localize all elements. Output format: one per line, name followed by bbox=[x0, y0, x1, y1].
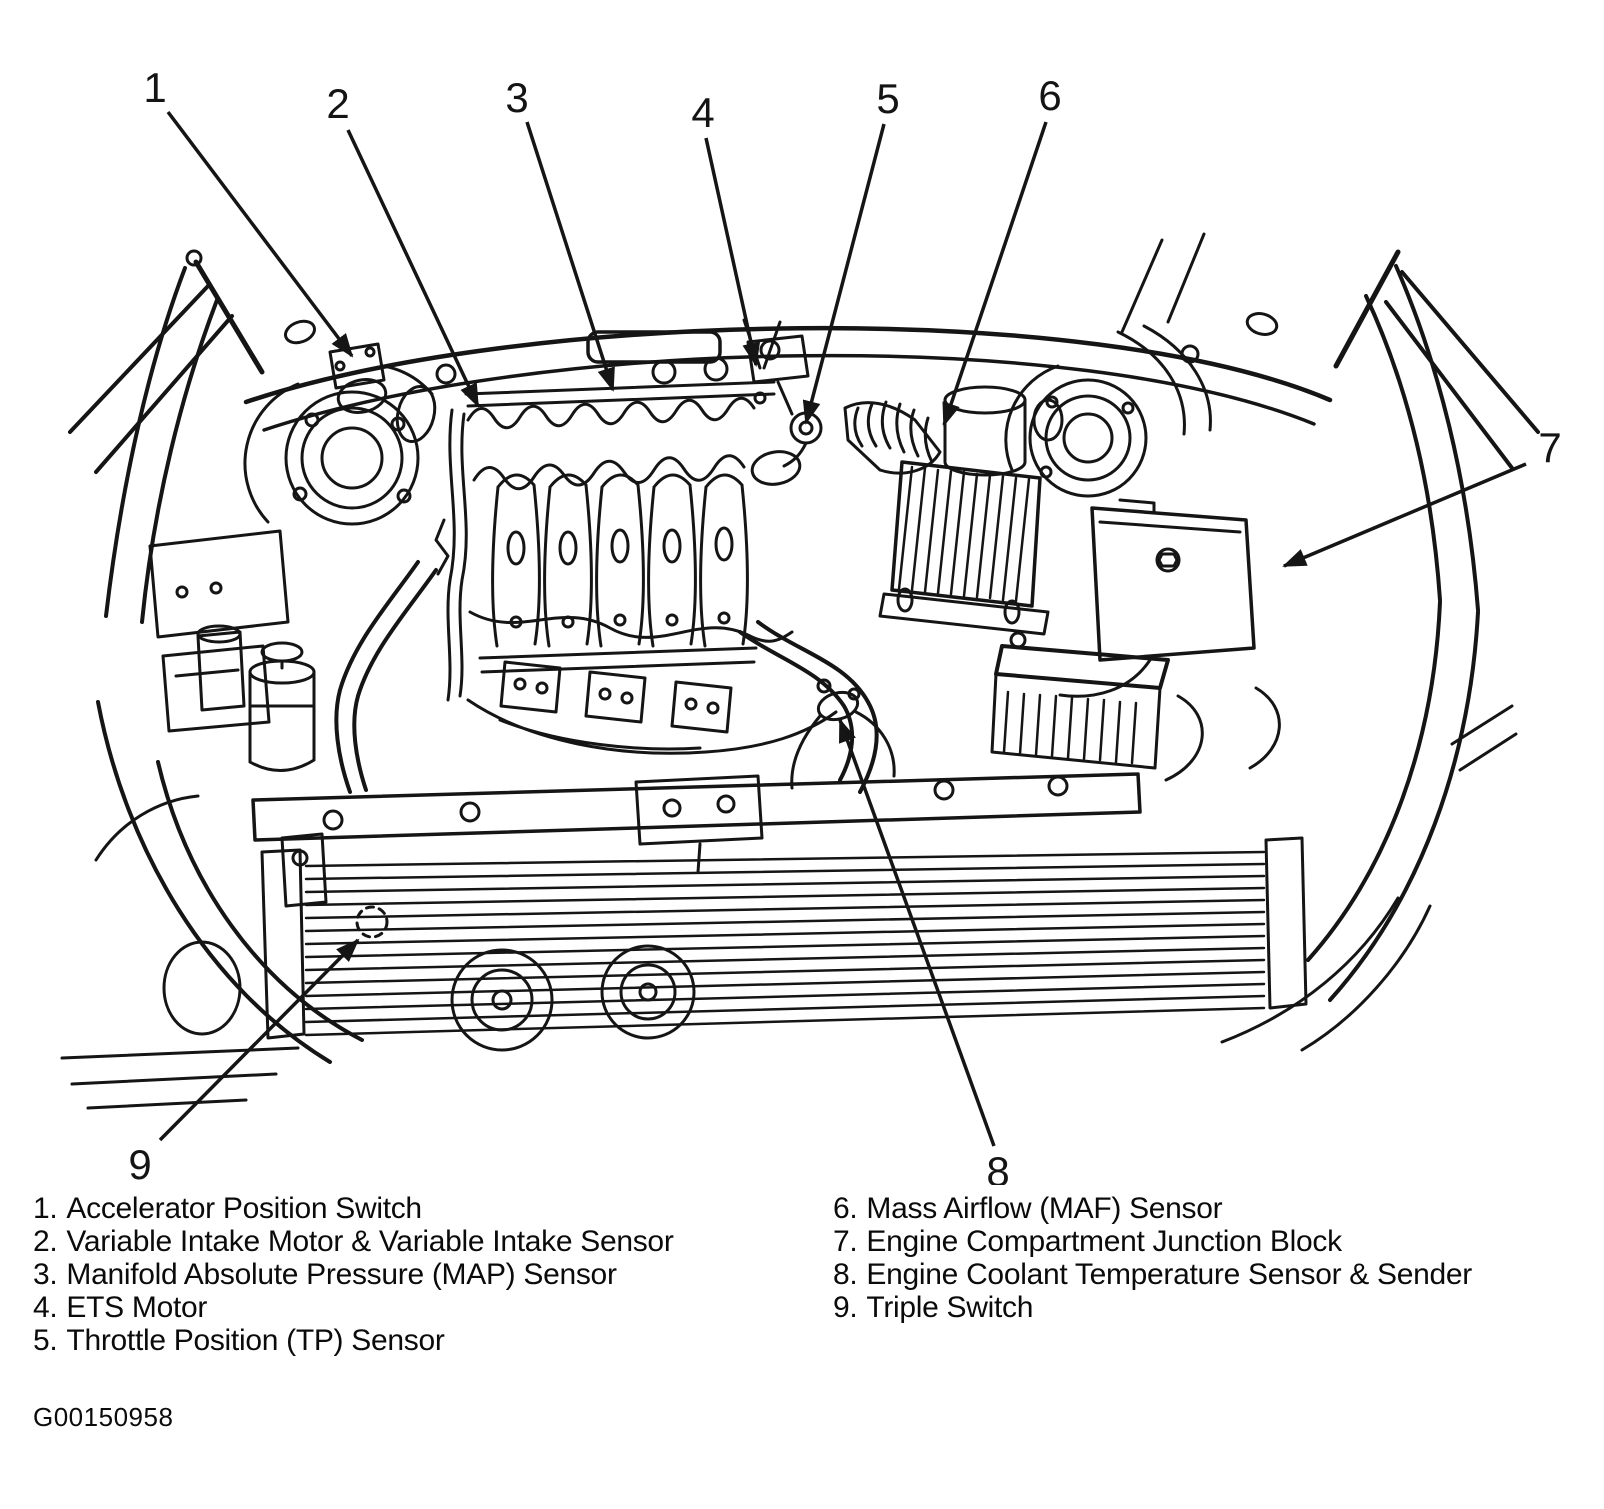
support-bolt bbox=[461, 803, 479, 821]
legend-item bbox=[833, 1192, 1472, 1225]
manifold-base bbox=[480, 648, 756, 672]
callout-number-5: 5 bbox=[876, 75, 900, 122]
fender-wall-right bbox=[1366, 266, 1478, 610]
cowl-arc-inner bbox=[264, 356, 1314, 430]
hood-prop-left bbox=[196, 262, 262, 372]
fan-motor-right-mid bbox=[621, 965, 675, 1019]
coil-bolt bbox=[708, 703, 718, 713]
callout-number-9: 9 bbox=[128, 1141, 152, 1185]
tp-sensor-body bbox=[750, 448, 803, 488]
triple-switch-location bbox=[357, 907, 387, 937]
legend-item-label: Manifold Absolute Pressure (MAP) Sensor bbox=[66, 1258, 617, 1291]
legend-item-label: Throttle Position (TP) Sensor bbox=[66, 1324, 445, 1357]
air-box-ribs bbox=[899, 467, 1029, 601]
bumper-corner-right bbox=[1308, 602, 1478, 1000]
cluster-bolt bbox=[336, 362, 344, 370]
hood-hinge-right bbox=[1122, 234, 1204, 332]
junction-block bbox=[1060, 500, 1254, 696]
legend-item bbox=[33, 1324, 674, 1357]
strut-right-ring-inner bbox=[1064, 414, 1112, 462]
coil-bolt bbox=[537, 683, 547, 693]
right-hoses bbox=[1166, 688, 1279, 780]
hose-clamp-ring bbox=[653, 361, 675, 383]
legend-item-label: Engine Coolant Temperature Sensor & Sender bbox=[866, 1258, 1472, 1291]
support-bolt bbox=[935, 781, 953, 799]
legend-item bbox=[33, 1258, 674, 1291]
legend-item-number: 5. bbox=[33, 1324, 58, 1357]
runner-port bbox=[612, 530, 628, 562]
legend-item-number: 4. bbox=[33, 1291, 58, 1324]
frame-rail-left bbox=[150, 531, 288, 731]
fan-motor-left-hub bbox=[493, 991, 511, 1009]
ps-reservoir-body bbox=[250, 672, 314, 771]
support-bolt bbox=[324, 811, 342, 829]
leader-5 bbox=[806, 124, 884, 423]
hoses bbox=[336, 326, 1279, 792]
junction-block-bolt-hex bbox=[1159, 554, 1177, 566]
leader-6 bbox=[944, 122, 1046, 425]
legend-item-label: Accelerator Position Switch bbox=[66, 1192, 422, 1225]
callout-number-4: 4 bbox=[691, 89, 715, 136]
throttle-bolt bbox=[755, 393, 765, 403]
legend-item-number: 9. bbox=[833, 1291, 858, 1324]
air-box-base bbox=[880, 594, 1048, 634]
radiator-fins bbox=[306, 852, 1264, 1035]
legend-item bbox=[33, 1225, 674, 1258]
legend-right-column bbox=[833, 1192, 1472, 1324]
leader-1 bbox=[168, 112, 352, 356]
leader-2 bbox=[348, 130, 478, 406]
plenum-scallops-lower bbox=[474, 456, 744, 489]
hood-prop-rods bbox=[187, 251, 1398, 372]
radiator-side-bracket bbox=[282, 834, 326, 906]
legend-item bbox=[833, 1225, 1472, 1258]
leader-7 bbox=[1284, 464, 1526, 566]
battery-ribs bbox=[1004, 692, 1136, 763]
legend-item-number: 2. bbox=[33, 1225, 58, 1258]
cluster-bolt bbox=[366, 348, 374, 356]
valance-hatch-right bbox=[1452, 706, 1516, 770]
legend-item-number: 7. bbox=[833, 1225, 858, 1258]
runner-bolt bbox=[719, 613, 729, 623]
coil-bolt bbox=[515, 679, 525, 689]
runner-port bbox=[508, 532, 524, 564]
legend-item bbox=[33, 1291, 674, 1324]
strut-right-bolt bbox=[1041, 467, 1051, 477]
headlamp-housing-left bbox=[164, 942, 240, 1034]
center-bracket-bolt bbox=[718, 796, 734, 812]
figure-code: G00150958 bbox=[33, 1402, 174, 1432]
frame-plate-lower bbox=[163, 646, 269, 731]
legend-item bbox=[33, 1192, 674, 1225]
runner-port bbox=[560, 532, 576, 564]
runner-port bbox=[716, 528, 732, 560]
legend-item bbox=[833, 1291, 1472, 1324]
coil-pack bbox=[586, 672, 645, 722]
duct-ribs bbox=[855, 402, 932, 462]
legend-item-number: 8. bbox=[833, 1258, 858, 1291]
runner-bolt bbox=[615, 615, 625, 625]
plenum-scallops-upper bbox=[468, 398, 754, 428]
support-beam bbox=[253, 774, 1140, 840]
strut-right-bolt bbox=[1123, 403, 1133, 413]
frame-bolt bbox=[211, 583, 221, 593]
coil-pack bbox=[672, 682, 731, 732]
harness-run bbox=[448, 410, 466, 700]
legend-item-number: 1. bbox=[33, 1192, 58, 1225]
callout-number-2: 2 bbox=[326, 80, 350, 127]
throttle-body-shaft bbox=[800, 422, 812, 434]
radiator-tank-right bbox=[1266, 838, 1306, 1008]
junction-block-edge bbox=[1100, 522, 1240, 532]
callout-number-6: 6 bbox=[1038, 72, 1062, 119]
wiper-pivot-right bbox=[1245, 310, 1279, 337]
strut-left-ring-inner bbox=[322, 428, 382, 488]
legend-item-label: Variable Intake Motor & Variable Intake Sensor bbox=[66, 1225, 674, 1258]
leader-3 bbox=[527, 122, 613, 390]
callout-number-8: 8 bbox=[986, 1148, 1010, 1185]
intake-manifold bbox=[466, 358, 836, 753]
callout-number-1: 1 bbox=[143, 64, 167, 111]
battery bbox=[992, 633, 1168, 768]
harness-zigzag bbox=[436, 520, 448, 574]
legend-item-label: Triple Switch bbox=[866, 1291, 1034, 1324]
legend-item-number: 3. bbox=[33, 1258, 58, 1291]
callout-number-7: 7 bbox=[1538, 424, 1562, 471]
heater-pipes bbox=[1118, 326, 1210, 434]
legend-item-label: ETS Motor bbox=[66, 1291, 208, 1324]
center-bracket-bolt bbox=[664, 800, 680, 816]
legend-item-label: Engine Compartment Junction Block bbox=[866, 1225, 1342, 1258]
strut-tower-left bbox=[245, 384, 418, 524]
runner-port bbox=[664, 530, 680, 562]
legend-item-label: Mass Airflow (MAF) Sensor bbox=[866, 1192, 1223, 1225]
frame-slot bbox=[176, 670, 238, 676]
fender-wall-left bbox=[106, 268, 217, 622]
resonator-body bbox=[945, 400, 1025, 475]
runner-bolt bbox=[667, 615, 677, 625]
coil-bolt bbox=[622, 693, 632, 703]
legend-left-column bbox=[33, 1192, 674, 1357]
junction-block-wire bbox=[1060, 660, 1150, 696]
radiator bbox=[262, 834, 1306, 1050]
ps-reservoir-cap bbox=[262, 643, 302, 661]
coolant-sender bbox=[849, 689, 859, 699]
battery-terminal bbox=[1011, 633, 1025, 647]
maf-duct bbox=[845, 402, 940, 473]
harness-wires bbox=[436, 410, 466, 700]
support-bolt bbox=[1049, 777, 1067, 795]
radiator-support bbox=[253, 774, 1140, 872]
valance-hatch-left bbox=[62, 1048, 298, 1108]
center-bracket-stem bbox=[698, 844, 700, 872]
legend-item-number: 6. bbox=[833, 1192, 858, 1225]
power-steering-hose bbox=[336, 562, 436, 792]
legend-item bbox=[833, 1258, 1472, 1291]
frame-bolt bbox=[177, 587, 187, 597]
wheel-arch-right bbox=[1222, 898, 1430, 1050]
strut-well-arc-left bbox=[245, 384, 298, 522]
car-body bbox=[62, 234, 1538, 1108]
coil-bolt bbox=[600, 689, 610, 699]
ignition-coils bbox=[501, 662, 731, 732]
fuel-rail bbox=[466, 382, 774, 406]
callout-number-3: 3 bbox=[505, 74, 529, 121]
cluster-cap bbox=[437, 365, 455, 383]
air-cleaner bbox=[880, 387, 1062, 634]
coil-bolt bbox=[686, 699, 696, 709]
callout-leaders bbox=[160, 112, 1526, 1146]
thermostat-housing bbox=[815, 688, 860, 723]
wiper-pivot-left bbox=[282, 317, 317, 346]
leader-9 bbox=[160, 940, 358, 1140]
